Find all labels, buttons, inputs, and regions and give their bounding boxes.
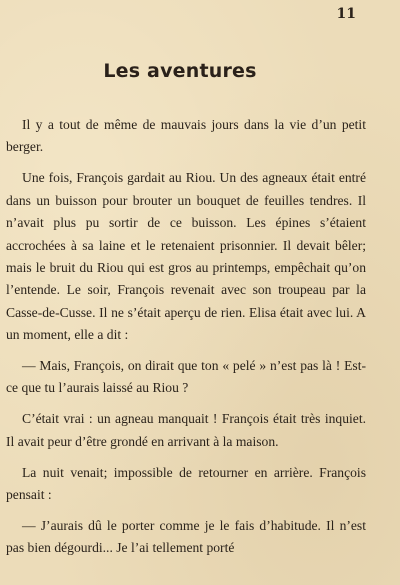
page-number: 11 — [336, 6, 356, 22]
paragraph-3: — Mais, François, on dirait que ton « pelé » n’est pas là ! Est-ce que tu l’aurais laissé au Riou ? — [6, 358, 366, 396]
paragraph-2: Une fois, François gardait au Riou. Un des agneaux était entré dans un buisson pour brouter un bouquet de feuilles tendres. Il n’avait plus pu sortir de ce buisson. Les épines s’étaient accrochées à sa laine et le retenaient prisonnier. Il devait bêler; mais le bruit du Riou qui est gros au printemps, empêchait qu’on l’entende. Le soir, François revenait avec son troupeau par la Casse-de-Cusse. Il ne s’était aperçu de rien. Elisa était avec lui. A un moment, elle a dit : — [6, 170, 366, 343]
paragraph-6: — J’aurais dû le porter comme je le fais d’habitude. Il n’est pas bien dégourdi... Je l’ai tellement porté — [6, 518, 366, 556]
body-text — [6, 114, 366, 568]
paragraph-5: La nuit venait; impossible de retourner en arrière. François pensait : — [6, 464, 366, 503]
paragraph-4: C’était vrai : un agneau manquait ! François était très inquiet. Il avait peur d’être grondé en arrivant à la maison. — [6, 411, 366, 449]
chapter-title: Les aventures — [103, 60, 257, 82]
paragraph-1: Il y a tout de même de mauvais jours dans la vie d’un petit berger. — [6, 117, 366, 155]
